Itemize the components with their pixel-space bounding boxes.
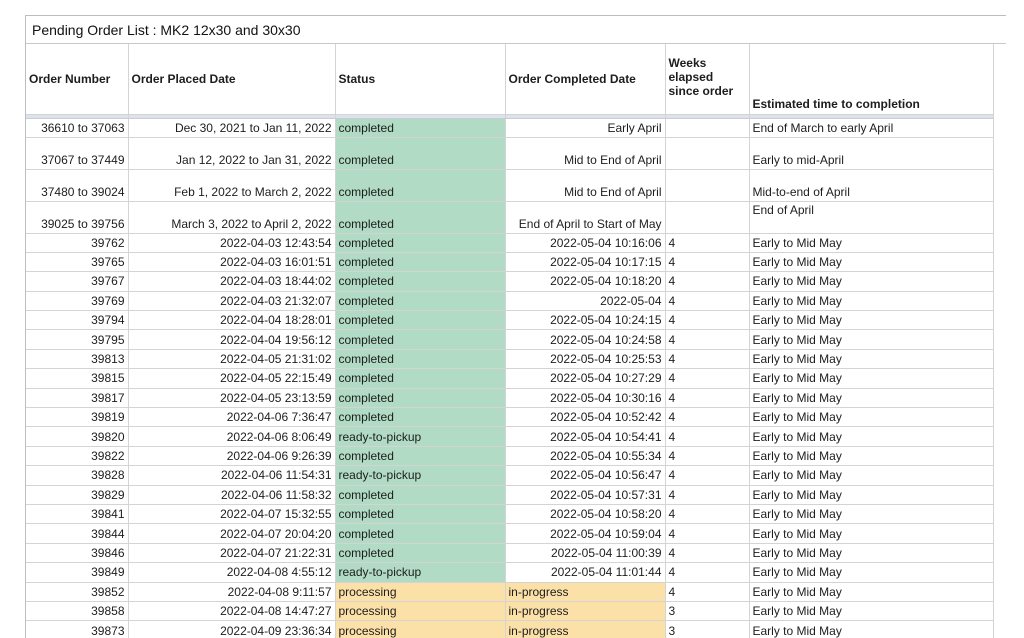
cell-weeks-elapsed[interactable]: 4 [665, 427, 749, 446]
cell-order-completed-date[interactable]: 2022-05-04 11:00:39 [505, 543, 665, 562]
cell-weeks-elapsed[interactable]: 4 [665, 330, 749, 349]
cell-order-completed-date[interactable]: 2022-05-04 10:57:31 [505, 485, 665, 504]
cell-estimated-time[interactable]: Early to Mid May [749, 427, 993, 446]
cell-order-number[interactable]: 39822 [26, 446, 128, 465]
cell-order-number[interactable]: 37067 to 37449 [26, 137, 128, 169]
cell-weeks-elapsed[interactable]: 4 [665, 446, 749, 465]
table-row [26, 252, 993, 271]
cell-estimated-time[interactable]: Early to Mid May [749, 563, 993, 582]
cell-status[interactable]: completed [335, 201, 505, 233]
cell-weeks-elapsed[interactable]: 4 [665, 252, 749, 271]
cell-order-completed-date[interactable]: Mid to End of April [505, 137, 665, 169]
table-row [26, 272, 993, 291]
cell-weeks-elapsed[interactable]: 4 [665, 563, 749, 582]
cell-order-placed-date[interactable]: 2022-04-08 4:55:12 [128, 563, 335, 582]
cell-status[interactable]: completed [335, 543, 505, 562]
cell-status[interactable]: completed [335, 369, 505, 388]
cell-order-completed-date[interactable]: 2022-05-04 10:16:06 [505, 233, 665, 252]
cell-status[interactable]: ready-to-pickup [335, 563, 505, 582]
table-row [26, 485, 993, 504]
cell-status[interactable]: completed [335, 118, 505, 137]
cell-status[interactable]: ready-to-pickup [335, 466, 505, 485]
cell-order-placed-date[interactable]: 2022-04-03 18:44:02 [128, 272, 335, 291]
sheet-title: Pending Order List : MK2 12x30 and 30x30 [26, 16, 1006, 44]
cell-weeks-elapsed[interactable]: 4 [665, 524, 749, 543]
cell-status[interactable]: completed [335, 349, 505, 368]
cell-status[interactable]: completed [335, 252, 505, 271]
cell-weeks-elapsed[interactable]: 4 [665, 272, 749, 291]
cell-order-placed-date[interactable]: 2022-04-05 23:13:59 [128, 388, 335, 407]
cell-order-number[interactable]: 39794 [26, 311, 128, 330]
cell-order-completed-date[interactable]: 2022-05-04 11:01:44 [505, 563, 665, 582]
cell-status[interactable]: processing [335, 601, 505, 620]
cell-weeks-elapsed[interactable]: 4 [665, 466, 749, 485]
cell-weeks-elapsed[interactable] [665, 201, 749, 233]
cell-status[interactable]: completed [335, 446, 505, 465]
cell-order-placed-date[interactable]: 2022-04-04 18:28:01 [128, 311, 335, 330]
header-order-completed-date[interactable]: Order Completed Date [505, 44, 665, 114]
cell-estimated-time[interactable]: Early to Mid May [749, 291, 993, 310]
cell-estimated-time[interactable]: Early to Mid May [749, 582, 993, 601]
cell-order-placed-date[interactable]: 2022-04-04 19:56:12 [128, 330, 335, 349]
cell-order-placed-date[interactable]: 2022-04-07 15:32:55 [128, 504, 335, 523]
cell-order-number[interactable]: 37480 to 39024 [26, 169, 128, 201]
cell-estimated-time[interactable]: Early to Mid May [749, 349, 993, 368]
cell-estimated-time[interactable]: End of April [749, 201, 993, 233]
cell-order-completed-date[interactable]: End of April to Start of May [505, 201, 665, 233]
cell-order-completed-date[interactable]: 2022-05-04 10:56:47 [505, 466, 665, 485]
cell-order-placed-date[interactable]: Dec 30, 2021 to Jan 11, 2022 [128, 118, 335, 137]
cell-estimated-time[interactable]: Mid-to-end of April [749, 169, 993, 201]
cell-status[interactable]: completed [335, 291, 505, 310]
cell-status[interactable]: completed [335, 408, 505, 427]
cell-order-placed-date[interactable]: 2022-04-09 23:36:34 [128, 621, 335, 638]
table-row [26, 137, 993, 169]
table-row [26, 504, 993, 523]
cell-order-number[interactable]: 39765 [26, 252, 128, 271]
cell-status[interactable]: completed [335, 388, 505, 407]
cell-estimated-time[interactable]: Early to mid-April [749, 137, 993, 169]
cell-order-placed-date[interactable]: 2022-04-08 14:47:27 [128, 601, 335, 620]
cell-weeks-elapsed[interactable]: 4 [665, 233, 749, 252]
cell-order-number[interactable]: 39841 [26, 504, 128, 523]
cell-estimated-time[interactable]: Early to Mid May [749, 233, 993, 252]
cell-order-placed-date[interactable]: 2022-04-07 21:22:31 [128, 543, 335, 562]
cell-status[interactable]: completed [335, 524, 505, 543]
cell-order-completed-date[interactable]: 2022-05-04 10:55:34 [505, 446, 665, 465]
table-row [26, 466, 993, 485]
table-row [26, 427, 993, 446]
cell-order-placed-date[interactable]: 2022-04-05 21:31:02 [128, 349, 335, 368]
cell-estimated-time[interactable]: Early to Mid May [749, 621, 993, 638]
table-row [26, 543, 993, 562]
cell-order-completed-date[interactable]: 2022-05-04 10:17:15 [505, 252, 665, 271]
table-row [26, 369, 993, 388]
table-row [26, 330, 993, 349]
cell-estimated-time[interactable]: Early to Mid May [749, 543, 993, 562]
cell-weeks-elapsed[interactable]: 4 [665, 388, 749, 407]
cell-order-placed-date[interactable]: 2022-04-03 16:01:51 [128, 252, 335, 271]
table-row [26, 582, 993, 601]
cell-order-completed-date[interactable]: 2022-05-04 10:18:20 [505, 272, 665, 291]
cell-status[interactable]: completed [335, 504, 505, 523]
cell-order-number[interactable]: 39844 [26, 524, 128, 543]
cell-order-number[interactable]: 39813 [26, 349, 128, 368]
table-row [26, 601, 993, 620]
table-row [26, 349, 993, 368]
cell-estimated-time[interactable]: Early to Mid May [749, 524, 993, 543]
cell-status[interactable]: completed [335, 137, 505, 169]
header-status[interactable]: Status [335, 44, 505, 114]
cell-order-completed-date[interactable]: Mid to End of April [505, 169, 665, 201]
cell-status[interactable]: processing [335, 621, 505, 638]
cell-order-completed-date[interactable]: 2022-05-04 10:27:29 [505, 369, 665, 388]
cell-order-number[interactable]: 39767 [26, 272, 128, 291]
cell-order-placed-date[interactable]: 2022-04-06 11:54:31 [128, 466, 335, 485]
cell-order-placed-date[interactable]: 2022-04-06 9:26:39 [128, 446, 335, 465]
cell-order-completed-date[interactable]: in-progress [505, 601, 665, 620]
cell-order-placed-date[interactable]: 2022-04-06 7:36:47 [128, 408, 335, 427]
order-table [26, 44, 994, 638]
table-row [26, 388, 993, 407]
cell-order-number[interactable]: 39849 [26, 563, 128, 582]
cell-order-completed-date[interactable]: 2022-05-04 10:24:15 [505, 311, 665, 330]
table-row [26, 169, 993, 201]
header-order-placed-date[interactable]: Order Placed Date [128, 44, 335, 114]
cell-order-placed-date[interactable]: 2022-04-03 12:43:54 [128, 233, 335, 252]
cell-weeks-elapsed[interactable]: 4 [665, 504, 749, 523]
cell-status[interactable]: completed [335, 485, 505, 504]
cell-estimated-time[interactable]: Early to Mid May [749, 601, 993, 620]
cell-estimated-time[interactable]: Early to Mid May [749, 369, 993, 388]
table-row [26, 311, 993, 330]
cell-status[interactable]: completed [335, 330, 505, 349]
cell-order-placed-date[interactable]: 2022-04-06 8:06:49 [128, 427, 335, 446]
cell-order-placed-date[interactable]: Jan 12, 2022 to Jan 31, 2022 [128, 137, 335, 169]
cell-order-completed-date[interactable]: in-progress [505, 621, 665, 638]
cell-order-completed-date[interactable]: 2022-05-04 10:24:58 [505, 330, 665, 349]
cell-order-number[interactable]: 39829 [26, 485, 128, 504]
cell-weeks-elapsed[interactable]: 4 [665, 311, 749, 330]
table-row [26, 621, 993, 638]
cell-order-number[interactable]: 39819 [26, 408, 128, 427]
cell-order-number[interactable]: 36610 to 37063 [26, 118, 128, 137]
cell-order-number[interactable]: 39846 [26, 543, 128, 562]
cell-status[interactable]: completed [335, 272, 505, 291]
cell-weeks-elapsed[interactable]: 4 [665, 485, 749, 504]
cell-order-completed-date[interactable]: in-progress [505, 582, 665, 601]
cell-order-completed-date[interactable]: 2022-05-04 10:58:20 [505, 504, 665, 523]
cell-order-number[interactable]: 39858 [26, 601, 128, 620]
cell-order-completed-date[interactable]: 2022-05-04 [505, 291, 665, 310]
cell-estimated-time[interactable]: Early to Mid May [749, 408, 993, 427]
cell-order-number[interactable]: 39025 to 39756 [26, 201, 128, 233]
cell-weeks-elapsed[interactable]: 4 [665, 349, 749, 368]
cell-weeks-elapsed[interactable]: 4 [665, 543, 749, 562]
cell-order-placed-date[interactable]: 2022-04-05 22:15:49 [128, 369, 335, 388]
table-row [26, 563, 993, 582]
table-row [26, 446, 993, 465]
cell-order-placed-date[interactable]: 2022-04-06 11:58:32 [128, 485, 335, 504]
cell-order-number[interactable]: 39762 [26, 233, 128, 252]
cell-order-placed-date[interactable]: Feb 1, 2022 to March 2, 2022 [128, 169, 335, 201]
cell-order-number[interactable]: 39820 [26, 427, 128, 446]
cell-estimated-time[interactable]: Early to Mid May [749, 272, 993, 291]
table-row [26, 291, 993, 310]
cell-status[interactable]: processing [335, 582, 505, 601]
cell-order-completed-date[interactable]: 2022-05-04 10:25:53 [505, 349, 665, 368]
cell-estimated-time[interactable]: Early to Mid May [749, 504, 993, 523]
cell-weeks-elapsed[interactable]: 4 [665, 369, 749, 388]
cell-status[interactable]: completed [335, 311, 505, 330]
cell-estimated-time[interactable]: Early to Mid May [749, 252, 993, 271]
table-row [26, 118, 993, 137]
header-order-number[interactable]: Order Number [26, 44, 128, 114]
cell-status[interactable]: completed [335, 233, 505, 252]
table-row [26, 408, 993, 427]
cell-order-number[interactable]: 39769 [26, 291, 128, 310]
cell-order-placed-date[interactable]: 2022-04-07 20:04:20 [128, 524, 335, 543]
cell-status[interactable]: ready-to-pickup [335, 427, 505, 446]
cell-weeks-elapsed[interactable]: 4 [665, 408, 749, 427]
cell-order-completed-date[interactable]: Early April [505, 118, 665, 137]
cell-estimated-time[interactable]: Early to Mid May [749, 446, 993, 465]
header-weeks-elapsed[interactable]: Weeks elapsed since order [665, 44, 749, 114]
cell-order-completed-date[interactable]: 2022-05-04 10:59:04 [505, 524, 665, 543]
cell-weeks-elapsed[interactable]: 4 [665, 582, 749, 601]
cell-estimated-time[interactable]: Early to Mid May [749, 311, 993, 330]
table-row [26, 524, 993, 543]
cell-order-completed-date[interactable]: 2022-05-04 10:54:41 [505, 427, 665, 446]
cell-weeks-elapsed[interactable] [665, 118, 749, 137]
cell-status[interactable]: completed [335, 169, 505, 201]
header-row [26, 44, 993, 114]
table-row [26, 201, 993, 233]
cell-order-number[interactable]: 39873 [26, 621, 128, 638]
cell-order-completed-date[interactable]: 2022-05-04 10:30:16 [505, 388, 665, 407]
cell-weeks-elapsed[interactable] [665, 169, 749, 201]
cell-order-placed-date[interactable]: 2022-04-08 9:11:57 [128, 582, 335, 601]
cell-estimated-time[interactable]: Early to Mid May [749, 466, 993, 485]
cell-estimated-time[interactable]: Early to Mid May [749, 485, 993, 504]
cell-order-number[interactable]: 39817 [26, 388, 128, 407]
table-row [26, 233, 993, 252]
cell-order-completed-date[interactable]: 2022-05-04 10:52:42 [505, 408, 665, 427]
cell-weeks-elapsed[interactable]: 3 [665, 601, 749, 620]
cell-weeks-elapsed[interactable]: 4 [665, 291, 749, 310]
cell-order-number[interactable]: 39852 [26, 582, 128, 601]
cell-estimated-time[interactable]: Early to Mid May [749, 388, 993, 407]
cell-estimated-time[interactable]: Early to Mid May [749, 330, 993, 349]
cell-weeks-elapsed[interactable]: 3 [665, 621, 749, 638]
cell-order-placed-date[interactable]: 2022-04-03 21:32:07 [128, 291, 335, 310]
cell-order-number[interactable]: 39828 [26, 466, 128, 485]
cell-order-number[interactable]: 39815 [26, 369, 128, 388]
spreadsheet [25, 15, 1006, 638]
cell-estimated-time[interactable]: End of March to early April [749, 118, 993, 137]
cell-order-placed-date[interactable]: March 3, 2022 to April 2, 2022 [128, 201, 335, 233]
cell-order-number[interactable]: 39795 [26, 330, 128, 349]
cell-weeks-elapsed[interactable] [665, 137, 749, 169]
header-estimated-time[interactable]: Estimated time to completion [749, 44, 993, 114]
